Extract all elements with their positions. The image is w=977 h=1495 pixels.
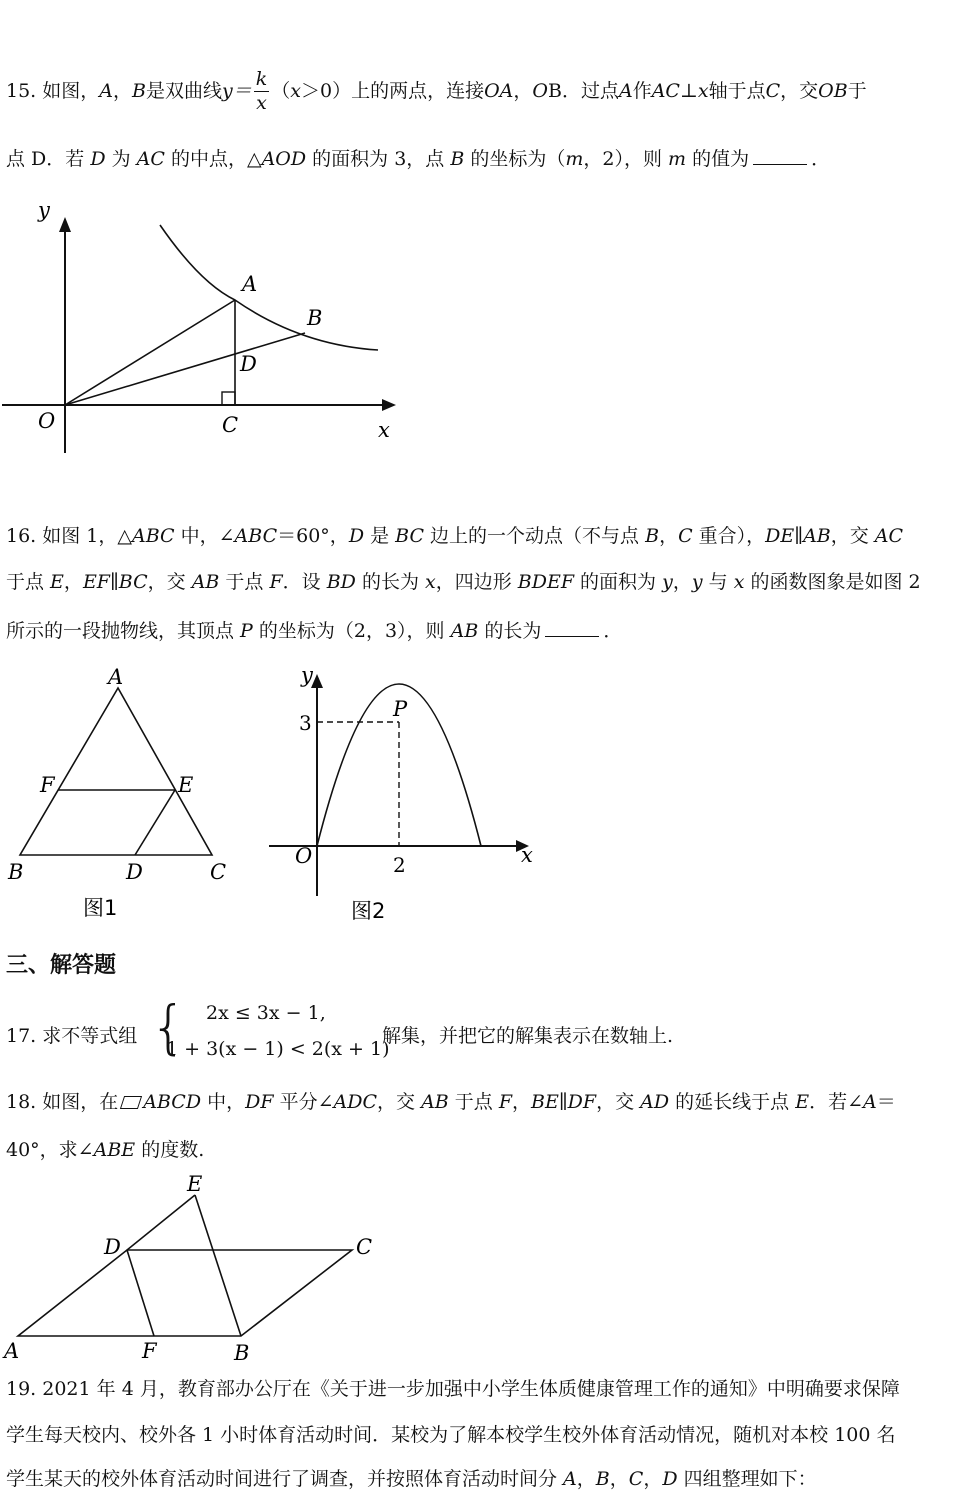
label-A: A — [4, 1339, 20, 1363]
inequality-1: 2x ≤ 3x − 1, — [206, 1002, 326, 1024]
answer-blank — [545, 636, 599, 637]
fraction-k-over-x: $\frac{k}{x}$ — [255, 67, 268, 114]
q18-figure — [0, 1168, 390, 1368]
label-2: 2 — [393, 853, 406, 877]
q16-figure-1 — [0, 660, 250, 930]
label-O: O — [38, 409, 56, 433]
label-y: y — [38, 198, 50, 222]
q19-line-2: 学生每天校内、校外各 1 小时体育活动时间．某校为了解本校学生校外体育活动情况，随机对本校 100 名 — [6, 1424, 896, 1446]
label-x: x — [521, 843, 533, 867]
label-D: D — [126, 860, 143, 884]
label-B: B — [8, 860, 24, 884]
label-y: y — [301, 663, 313, 687]
caption-figure-2: 图2 — [351, 899, 386, 923]
segment-DE — [135, 790, 175, 855]
segment-EB — [195, 1195, 241, 1336]
hyperbola-y-eq: y＝ — [222, 79, 252, 102]
segment-DE — [127, 1195, 195, 1250]
label-F: F — [142, 1339, 157, 1363]
label-B: B — [234, 1341, 250, 1365]
q16-line-1: 16. 如图 1，△ABC 中，∠ABC＝60°，D 是 BC 边上的一个动点（不与点 B，C 重合），DE∥AB，交 AC — [6, 525, 904, 547]
parallelogram-ABCD — [18, 1250, 352, 1336]
q19-line-3: 学生某天的校外体育活动时间进行了调查，并按照体育活动时间分 A，B，C，D 四组整理如下： — [6, 1468, 817, 1490]
label-A: A — [242, 272, 258, 296]
q15-line-1: 15. 如图， A ， B 是双曲线 y＝ $\frac{k}{x}$ （ x ＞0）上的两点，连接 OA ， O B．过点 A 作 AC ⊥ x 轴于点 C ，交 OB 于 — [6, 67, 867, 114]
q19-line-1: 19. 2021 年 4 月，教育部办公厅在《关于进一步加强中小学生体质健康管理工作的通知》中明确要求保障 — [6, 1378, 900, 1400]
label-3: 3 — [299, 711, 312, 735]
label-D: D — [104, 1235, 121, 1259]
label-B: B — [307, 306, 323, 330]
label-E: E — [187, 1172, 203, 1196]
q18-line-1: 18. 如图，在 ABCD 中，DF 平分∠ADC，交 AB 于点 F，BE∥DF，交 AD 的延长线于点 E．若∠A＝ — [6, 1091, 896, 1113]
triangle-ABC — [20, 688, 212, 855]
q16-line-3: 所示的一段抛物线，其顶点 P 的坐标为（2，3），则 AB 的长为 ． — [6, 620, 623, 642]
label-D: D — [240, 352, 257, 376]
segment-DF — [127, 1250, 154, 1336]
section-title: 三、解答题 — [6, 953, 117, 978]
label-C: C — [210, 860, 227, 884]
label-A: A — [108, 665, 124, 689]
y-axis-arrow — [59, 217, 71, 232]
label-P: P — [393, 697, 408, 721]
segment-OB — [65, 333, 305, 405]
right-angle-mark — [222, 392, 235, 405]
q18-line-2: 40°，求∠ABE 的度数. — [6, 1139, 205, 1161]
label-C: C — [356, 1235, 373, 1259]
q15-figure — [0, 195, 410, 460]
x-axis-arrow — [382, 399, 396, 411]
answer-blank — [753, 164, 807, 165]
hyperbola-curve — [160, 225, 378, 350]
label-x: x — [378, 418, 390, 442]
system-brace: { — [150, 993, 187, 1061]
label-C: C — [222, 413, 239, 437]
inequality-2: 1 + 3(x − 1) < 2(x + 1) — [166, 1038, 390, 1060]
q15-line-2: 点 D．若 D 为 AC 的中点，△AOD 的面积为 3，点 B 的坐标为（m，2），则 m 的值为 ． — [6, 148, 831, 170]
label-E: E — [178, 773, 194, 797]
parallelogram-icon — [120, 1096, 142, 1109]
caption-figure-1: 图1 — [83, 896, 118, 920]
label-F: F — [40, 773, 55, 797]
segment-OA — [65, 300, 235, 405]
q16-figure-2 — [265, 660, 545, 935]
q16-line-2: 于点 E，EF∥BC，交 AB 于点 F．设 BD 的长为 x，四边形 BDEF 的面积为 y，y 与 x 的函数图象是如图 2 — [6, 571, 921, 593]
label-O: O — [295, 844, 313, 868]
